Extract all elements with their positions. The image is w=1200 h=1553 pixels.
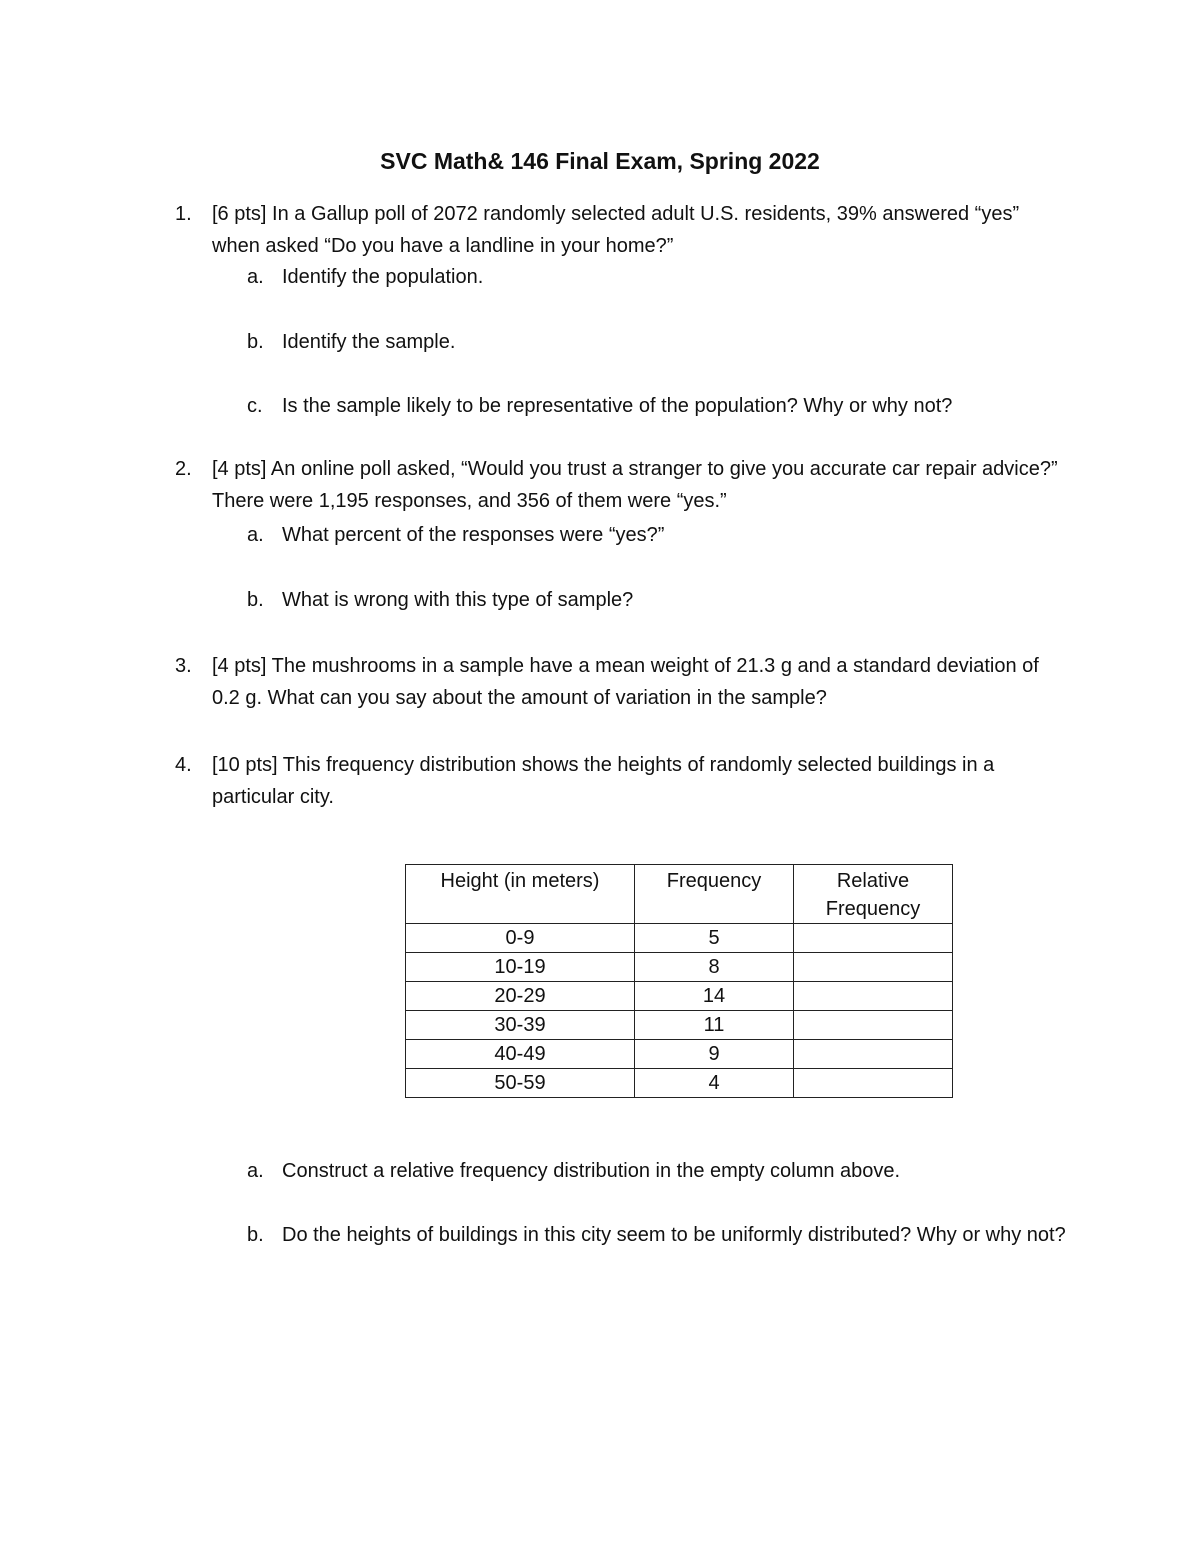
part-letter: c. <box>247 395 263 417</box>
table-row <box>406 1069 953 1098</box>
table-row <box>406 924 953 953</box>
header-relative-frequency: Relative Frequency <box>794 865 953 924</box>
height-cell: 10-19 <box>406 953 635 982</box>
question-4-part-b <box>247 1219 1067 1251</box>
part-letter: b. <box>247 589 264 611</box>
part-text: Identify the sample. <box>282 331 456 353</box>
question-1 <box>175 198 1070 262</box>
question-number: 1. <box>175 203 192 225</box>
header-frequency: Frequency <box>635 865 794 924</box>
question-number: 3. <box>175 655 192 677</box>
question-4 <box>175 749 1070 813</box>
question-2-part-b <box>247 584 1067 616</box>
question-text: [10 pts] This frequency distribution shows the heights of randomly selected buildings in a particular city. <box>212 754 995 808</box>
part-text: What is wrong with this type of sample? <box>282 589 634 611</box>
frequency-cell: 11 <box>635 1011 794 1040</box>
part-letter: a. <box>247 1160 264 1182</box>
frequency-cell: 14 <box>635 982 794 1011</box>
part-text: What percent of the responses were “yes?” <box>282 524 665 546</box>
header-height: Height (in meters) <box>406 865 635 924</box>
question-text: [6 pts] In a Gallup poll of 2072 randomly selected adult U.S. residents, 39% answered “yes” when asked “Do you have a landline in your home?” <box>212 203 1020 257</box>
table-row <box>406 1011 953 1040</box>
height-cell: 30-39 <box>406 1011 635 1040</box>
relative-frequency-cell[interactable] <box>794 1011 953 1040</box>
question-1-part-a <box>247 261 1067 293</box>
frequency-table <box>405 864 953 1098</box>
question-number: 4. <box>175 754 192 776</box>
question-text: [4 pts] The mushrooms in a sample have a mean weight of 21.3 g and a standard deviation of 0.2 g. What can you say about the amount of variation in the sample? <box>212 655 1039 709</box>
question-number: 2. <box>175 458 192 480</box>
height-cell: 40-49 <box>406 1040 635 1069</box>
table-row <box>406 953 953 982</box>
part-letter: b. <box>247 1224 264 1246</box>
height-cell: 20-29 <box>406 982 635 1011</box>
height-cell: 50-59 <box>406 1069 635 1098</box>
part-letter: b. <box>247 331 264 353</box>
frequency-cell: 4 <box>635 1069 794 1098</box>
page-title: SVC Math& 146 Final Exam, Spring 2022 <box>380 148 820 174</box>
height-cell: 0-9 <box>406 924 635 953</box>
relative-frequency-cell[interactable] <box>794 924 953 953</box>
question-2 <box>175 453 1070 517</box>
part-letter: a. <box>247 524 264 546</box>
frequency-cell: 5 <box>635 924 794 953</box>
relative-frequency-cell[interactable] <box>794 982 953 1011</box>
question-text: [4 pts] An online poll asked, “Would you trust a stranger to give you accurate car repair advice?” There were 1,195 responses, and 356 of them were “yes.” <box>212 458 1058 512</box>
table-row <box>406 1040 953 1069</box>
question-1-part-c <box>247 390 1067 422</box>
relative-frequency-cell[interactable] <box>794 953 953 982</box>
question-2-part-a <box>247 519 1067 551</box>
relative-frequency-cell[interactable] <box>794 1040 953 1069</box>
part-letter: a. <box>247 266 264 288</box>
part-text: Do the heights of buildings in this city seem to be uniformly distributed? Why or why not? <box>282 1224 1066 1246</box>
frequency-cell: 9 <box>635 1040 794 1069</box>
question-4-part-a <box>247 1155 1067 1187</box>
relative-frequency-cell[interactable] <box>794 1069 953 1098</box>
part-text: Identify the population. <box>282 266 484 288</box>
part-text: Construct a relative frequency distribution in the empty column above. <box>282 1160 901 1182</box>
table-header-row <box>406 865 953 924</box>
frequency-cell: 8 <box>635 953 794 982</box>
part-text: Is the sample likely to be representative of the population? Why or why not? <box>282 395 953 417</box>
question-1-part-b <box>247 326 1067 358</box>
question-3 <box>175 650 1070 714</box>
table-row <box>406 982 953 1011</box>
